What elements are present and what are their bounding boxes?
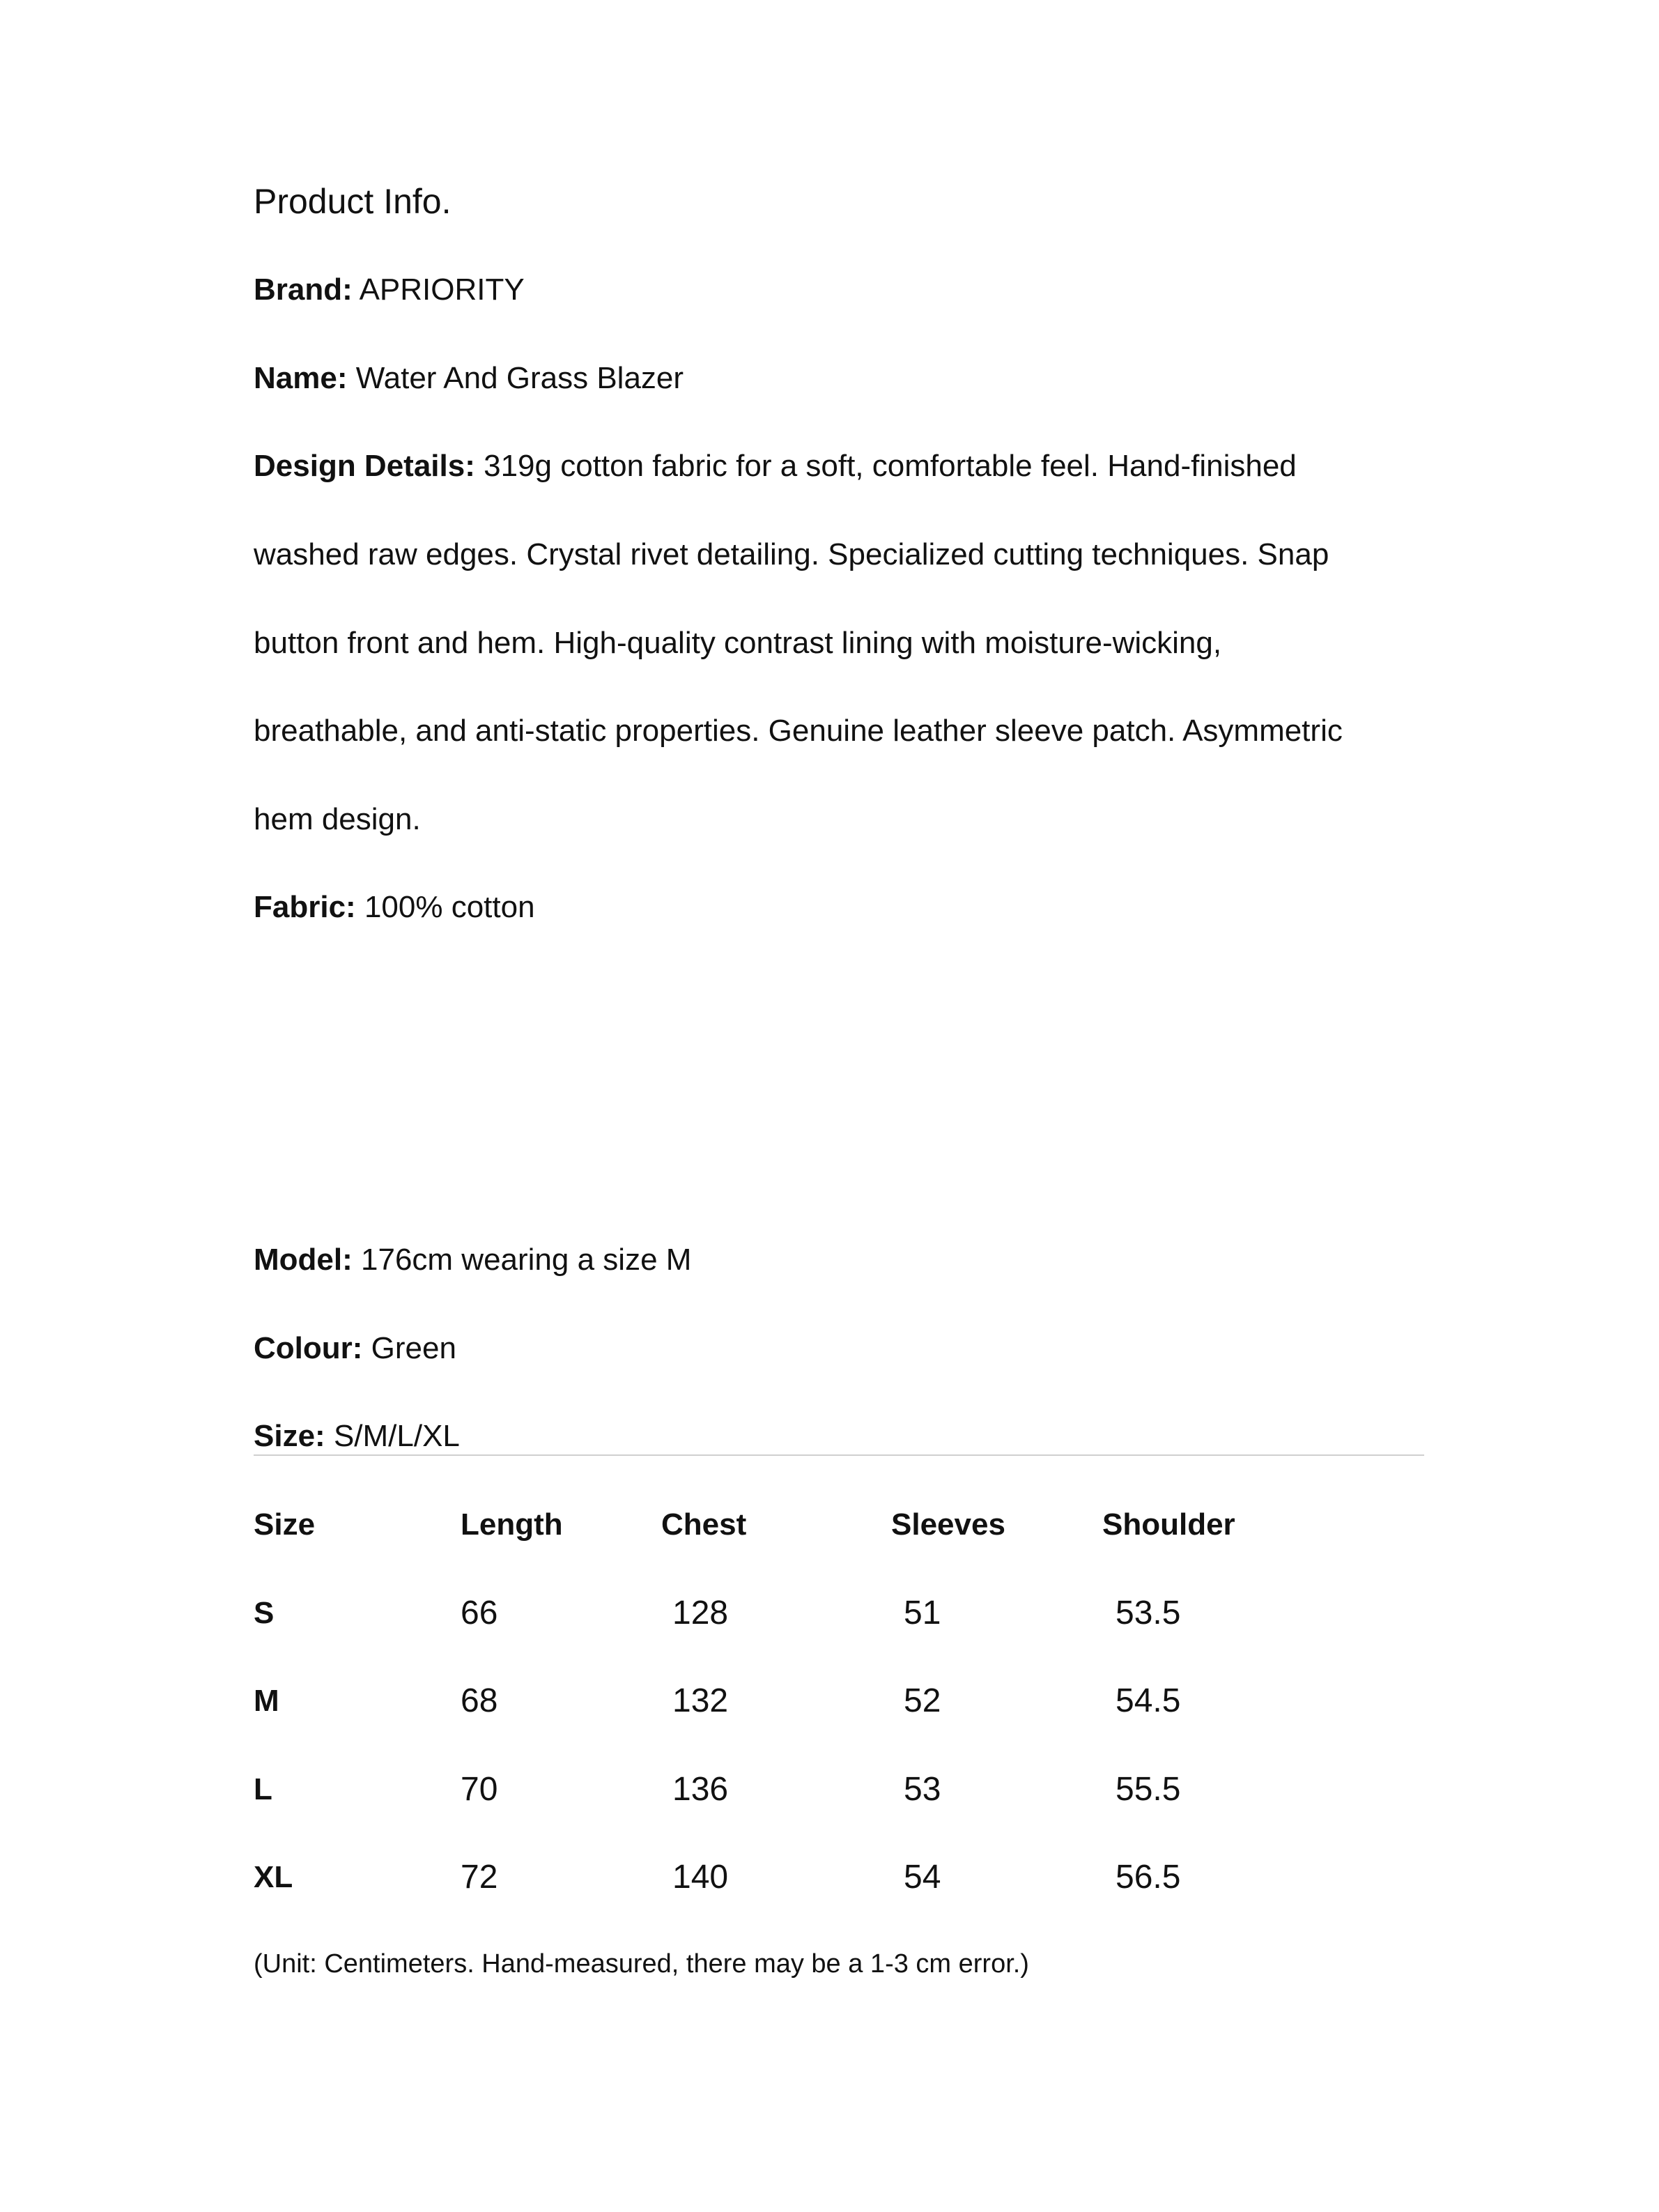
design-details-line: hem design. <box>254 802 421 836</box>
table-cell-chest: 140 <box>672 1859 729 1896</box>
table-header-length: Length <box>461 1507 563 1542</box>
name-field <box>254 358 684 399</box>
table-cell-length: 70 <box>461 1771 498 1808</box>
table-cell-length: 66 <box>461 1595 498 1631</box>
table-row-size: S <box>254 1596 275 1630</box>
fabric-label: Fabric: <box>254 890 356 924</box>
page-title: Product Info. <box>254 182 452 221</box>
size-value: S/M/L/XL <box>333 1419 460 1453</box>
table-cell-chest: 136 <box>672 1771 729 1808</box>
design-details-field <box>254 445 1297 487</box>
table-cell-shoulder: 54.5 <box>1116 1682 1181 1719</box>
measurement-note: (Unit: Centimeters. Hand-measured, there may be a 1-3 cm error.) <box>254 1949 1029 1979</box>
table-cell-sleeves: 53 <box>904 1771 941 1808</box>
table-row-size: M <box>254 1684 279 1718</box>
table-header-size: Size <box>254 1507 316 1542</box>
table-cell-shoulder: 55.5 <box>1116 1771 1181 1808</box>
table-cell-sleeves: 54 <box>904 1859 941 1896</box>
size-field <box>254 1415 460 1457</box>
brand-value: APRIORITY <box>359 272 525 307</box>
table-cell-sleeves: 51 <box>904 1595 941 1631</box>
brand-label: Brand: <box>254 272 353 307</box>
table-row-size: L <box>254 1772 272 1806</box>
design-details-line: breathable, and anti-static properties. Genuine leather sleeve patch. Asymmetric <box>254 714 1343 748</box>
name-label: Name: <box>254 361 348 395</box>
brand-field <box>254 269 525 311</box>
colour-field <box>254 1328 456 1369</box>
table-row-size: XL <box>254 1860 293 1894</box>
table-cell-shoulder: 56.5 <box>1116 1859 1181 1896</box>
model-field <box>254 1239 691 1281</box>
table-header-chest: Chest <box>661 1507 747 1542</box>
fabric-value: 100% cotton <box>364 890 535 924</box>
design-details-line: washed raw edges. Crystal rivet detailing. Specialized cutting techniques. Snap <box>254 537 1329 571</box>
fabric-field <box>254 886 535 928</box>
colour-label: Colour: <box>254 1331 363 1365</box>
table-cell-chest: 128 <box>672 1595 729 1631</box>
colour-value: Green <box>371 1331 456 1365</box>
model-value: 176cm wearing a size M <box>361 1243 692 1277</box>
table-cell-chest: 132 <box>672 1682 729 1719</box>
divider <box>254 1454 1424 1456</box>
design-details-line: 319g cotton fabric for a soft, comfortable feel. Hand-finished <box>484 449 1297 483</box>
table-cell-shoulder: 53.5 <box>1116 1595 1181 1631</box>
model-label: Model: <box>254 1243 353 1277</box>
design-details-line: button front and hem. High-quality contrast lining with moisture-wicking, <box>254 626 1222 660</box>
design-details-label: Design Details: <box>254 449 475 483</box>
table-header-sleeves: Sleeves <box>891 1507 1005 1542</box>
name-value: Water And Grass Blazer <box>355 361 684 395</box>
size-label: Size: <box>254 1419 325 1453</box>
table-cell-sleeves: 52 <box>904 1682 941 1719</box>
table-cell-length: 68 <box>461 1682 498 1719</box>
table-cell-length: 72 <box>461 1859 498 1896</box>
table-header-shoulder: Shoulder <box>1102 1507 1235 1542</box>
